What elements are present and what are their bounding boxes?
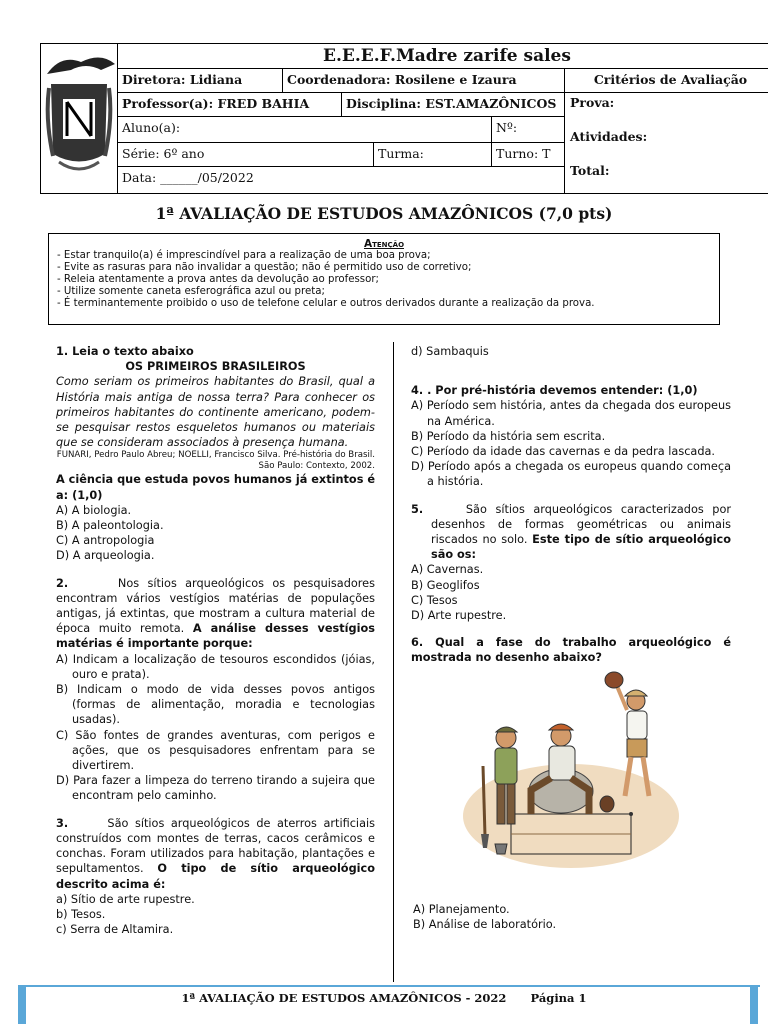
q1-option[interactable]: D) A arqueologia. bbox=[56, 549, 155, 563]
q1-text: Como seriam os primeiros habitantes do Brasil, qual a História mais antiga de nossa terra? Para conhecer os primeiros habitantes do continente americano, podem-se pesquisar restos esqueletos humanos ou materiais que se consideram associados à presença humana. bbox=[56, 375, 375, 450]
q3-number: 3. bbox=[56, 816, 69, 830]
grade-field: Série: 6º ano bbox=[118, 143, 374, 167]
q5-text: São sítios arqueológicos caracterizados por desenhos de formas geométricas ou animais riscados no solo. bbox=[431, 502, 732, 547]
q5-option[interactable]: D) Arte rupestre. bbox=[411, 609, 507, 623]
attention-box bbox=[48, 233, 720, 325]
q4-option[interactable]: A) Período sem história, antes da chegada dos europeus na América. bbox=[411, 399, 731, 428]
attention-item: - Estar tranquilo(a) é imprescindível para a realização de uma boa prova; bbox=[57, 250, 431, 261]
school-crest-icon bbox=[41, 44, 118, 194]
page-number: Página 1 bbox=[530, 991, 587, 1005]
q5-option[interactable]: B) Geoglifos bbox=[411, 578, 480, 592]
q1-source: FUNARI, Pedro Paulo Abreu; NOELLI, Francisco Silva. Pré-história do Brasil. São Paulo: Contexto, 2002. bbox=[56, 450, 375, 472]
q2-option[interactable]: D) Para fazer a limpeza do terreno tirando a sujeira que encontram pelo caminho. bbox=[56, 774, 375, 803]
q5-option[interactable]: A) Cavernas. bbox=[411, 563, 484, 577]
class-field[interactable]: Turma: bbox=[374, 143, 492, 167]
q3-text: São sítios arqueológicos de aterros artificiais construídos com montes de terras, cacos cerâmicos e conchas. Foram utilizados para habitação, plantações e sepultamentos. bbox=[56, 816, 376, 876]
prova-label: Prova: bbox=[570, 95, 615, 110]
q1-option[interactable]: C) A antropologia bbox=[56, 534, 155, 548]
attention-item: - É terminantemente proibido o uso de telefone celular e outros derivados durante a realização da prova. bbox=[57, 298, 595, 309]
q2-number: 2. bbox=[56, 576, 69, 590]
student-field[interactable]: Aluno(a): bbox=[118, 117, 492, 143]
q5-number: 5. bbox=[411, 502, 424, 516]
q2-text-block bbox=[56, 576, 375, 652]
q4-option[interactable]: C) Período da idade das cavernas e da pedra lascada. bbox=[411, 445, 716, 459]
footer-title: 1ª AVALIAÇÃO DE ESTUDOS AMAZÔNICOS - 2022 bbox=[181, 991, 507, 1005]
q4-option[interactable]: D) Período após a chegada os europeus quando começa a história. bbox=[411, 460, 731, 489]
q1-text-title: OS PRIMEIROS BRASILEIROS bbox=[125, 360, 306, 374]
attention-item: - Releia atentamente a prova antes da devolução ao professor; bbox=[57, 274, 379, 285]
school-name: E.E.E.F.Madre zarife sales bbox=[118, 44, 768, 69]
q6-illustration bbox=[411, 666, 731, 902]
q1-question: A ciência que estuda povos humanos já extintos é a: (1,0) bbox=[56, 473, 376, 502]
atividades-label: Atividades: bbox=[570, 129, 648, 144]
q1-option[interactable]: A) A biologia. bbox=[56, 503, 132, 517]
q1-option[interactable]: B) A paleontologia. bbox=[56, 519, 164, 533]
q5-option[interactable]: C) Tesos bbox=[411, 593, 458, 607]
q3-question: O tipo de sítio arqueológico descrito acima é: bbox=[56, 862, 375, 891]
shift-field: Turno: T bbox=[492, 143, 565, 167]
total-label: Total: bbox=[570, 163, 610, 178]
q4-question: 4. . Por pré-história devemos entender: (1,0) bbox=[411, 384, 698, 398]
q6-question: 6. Qual a fase do trabalho arqueológico é mostrada no desenho abaixo? bbox=[411, 636, 731, 665]
q6-option[interactable]: A) Planejamento. bbox=[413, 902, 510, 916]
q2-option[interactable]: C) São fontes de grandes aventuras, com perigos e ações, que os pesquisadores enfrentam para se divertirem. bbox=[56, 728, 375, 773]
left-column bbox=[56, 344, 375, 937]
right-column bbox=[411, 344, 731, 932]
q2-text: Nos sítios arqueológicos os pesquisadores encontram vários vestígios matérias de populações antigas, já extintas, que mostram a cultura material de época muito remota. bbox=[56, 576, 376, 636]
q6-option[interactable]: B) Análise de laboratório. bbox=[413, 917, 557, 931]
q3-option[interactable]: b) Tesos. bbox=[56, 907, 106, 921]
criteria-label: Critérios de Avaliação bbox=[565, 69, 768, 93]
subject-field: Disciplina: EST.AMAZÔNICOS bbox=[342, 93, 565, 117]
header-table bbox=[40, 43, 768, 194]
q5-text-block bbox=[411, 502, 731, 563]
q5-question: Este tipo de sítio arqueológico são os: bbox=[431, 533, 732, 562]
teacher-field: Professor(a): FRED BAHIA bbox=[118, 93, 342, 117]
number-field[interactable]: Nº: bbox=[492, 117, 565, 143]
date-field[interactable]: Data: ______/05/2022 bbox=[118, 167, 565, 194]
q3-option[interactable]: c) Serra de Altamira. bbox=[56, 923, 174, 937]
q2-option[interactable]: A) Indicam a localização de tesouros escondidos (jóias, ouro e prata). bbox=[56, 652, 375, 681]
criteria-block bbox=[565, 93, 768, 194]
q3-text-block bbox=[56, 816, 375, 892]
archaeologists-illustration-icon bbox=[411, 666, 731, 902]
exam-title: 1ª AVALIAÇÃO DE ESTUDOS AMAZÔNICOS (7,0 pts) bbox=[155, 204, 613, 223]
column-divider bbox=[393, 342, 394, 982]
coordinator-field: Coordenadora: Rosilene e Izaura bbox=[283, 69, 565, 93]
q1-heading: 1. Leia o texto abaixo bbox=[56, 345, 194, 358]
q2-question: A análise desses vestígios matérias é importante porque: bbox=[56, 622, 375, 651]
q3-option[interactable]: a) Sítio de arte rupestre. bbox=[56, 892, 195, 906]
q2-option[interactable]: B) Indicam o modo de vida desses povos antigos (formas de alimentação, moradia e tecnologias usadas). bbox=[56, 683, 375, 727]
attention-item: - Utilize somente caneta esferográfica azul ou preta; bbox=[57, 286, 325, 297]
school-logo bbox=[41, 44, 118, 194]
attention-item: - Evite as rasuras para não invalidar a questão; não é permitido uso de corretivo; bbox=[57, 262, 472, 273]
director-field: Diretora: Lidiana bbox=[118, 69, 283, 93]
attention-heading: Atenção bbox=[363, 238, 405, 250]
q3-option[interactable]: d) Sambaquis bbox=[411, 345, 489, 358]
page-footer bbox=[0, 991, 768, 1005]
q4-option[interactable]: B) Período da história sem escrita. bbox=[411, 429, 606, 443]
footer-rule bbox=[18, 985, 760, 987]
